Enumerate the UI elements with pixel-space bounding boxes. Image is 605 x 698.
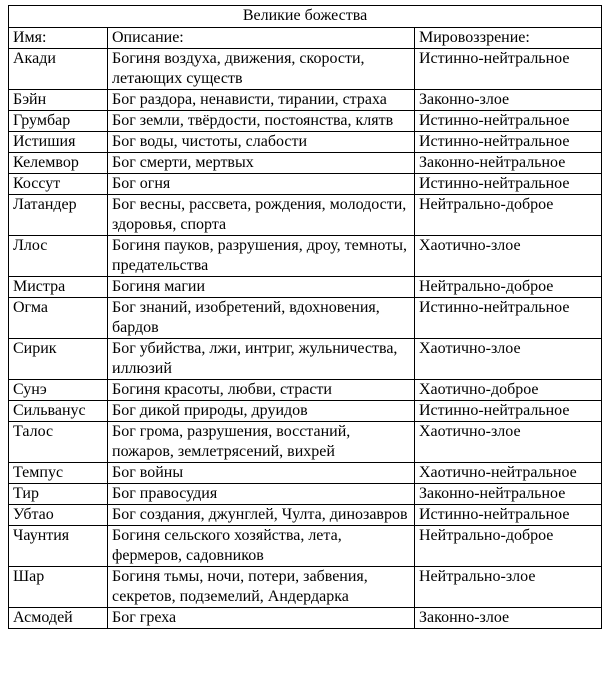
- table-row: [9, 132, 602, 153]
- cell-description: Богиня тьмы, ночи, потери, забвения, секретов, подземелий, Андердарка: [108, 567, 415, 608]
- cell-alignment: Законно-нейтральное: [415, 484, 602, 505]
- cell-description: Бог убийства, лжи, интриг, жульничества, иллюзий: [108, 339, 415, 380]
- table-row: [9, 505, 602, 526]
- cell-alignment: Истинно-нейтральное: [415, 174, 602, 195]
- cell-name: Акади: [9, 49, 108, 90]
- cell-alignment: Хаотично-злое: [415, 236, 602, 277]
- cell-name: Талос: [9, 422, 108, 463]
- table-row: [9, 153, 602, 174]
- cell-alignment: Нейтрально-доброе: [415, 526, 602, 567]
- cell-alignment: Истинно-нейтральное: [415, 111, 602, 132]
- cell-description: Бог правосудия: [108, 484, 415, 505]
- header-description: Описание:: [108, 28, 415, 49]
- cell-description: Бог войны: [108, 463, 415, 484]
- cell-description: Бог греха: [108, 608, 415, 629]
- cell-description: Бог воды, чистоты, слабости: [108, 132, 415, 153]
- cell-description: Богиня красоты, любви, страсти: [108, 380, 415, 401]
- cell-alignment: Истинно-нейтральное: [415, 49, 602, 90]
- cell-name: Ллос: [9, 236, 108, 277]
- cell-name: Сунэ: [9, 380, 108, 401]
- cell-alignment: Хаотично-злое: [415, 339, 602, 380]
- cell-description: Бог создания, джунглей, Чулта, динозавров: [108, 505, 415, 526]
- cell-description: Бог раздора, ненависти, тирании, страха: [108, 90, 415, 111]
- cell-alignment: Хаотично-злое: [415, 422, 602, 463]
- cell-name: Асмодей: [9, 608, 108, 629]
- cell-name: Грумбар: [9, 111, 108, 132]
- cell-description: Богиня воздуха, движения, скорости, летающих существ: [108, 49, 415, 90]
- table-row: [9, 236, 602, 277]
- cell-name: Шар: [9, 567, 108, 608]
- table-row: [9, 90, 602, 111]
- cell-alignment: Истинно-нейтральное: [415, 132, 602, 153]
- cell-description: Бог весны, рассвета, рождения, молодости, здоровья, спорта: [108, 195, 415, 236]
- cell-name: Истишия: [9, 132, 108, 153]
- cell-alignment: Законно-злое: [415, 90, 602, 111]
- table-row: [9, 526, 602, 567]
- table-row: [9, 298, 602, 339]
- cell-description: Бог грома, разрушения, восстаний, пожаров, землетрясений, вихрей: [108, 422, 415, 463]
- cell-name: Коссут: [9, 174, 108, 195]
- cell-alignment: Истинно-нейтральное: [415, 401, 602, 422]
- table-row: [9, 567, 602, 608]
- cell-description: Богиня магии: [108, 277, 415, 298]
- table-header-row: [9, 28, 602, 49]
- cell-name: Бэйн: [9, 90, 108, 111]
- cell-name: Сирик: [9, 339, 108, 380]
- cell-alignment: Нейтрально-доброе: [415, 277, 602, 298]
- cell-description: Богиня пауков, разрушения, дроу, темноты, предательства: [108, 236, 415, 277]
- cell-alignment: Истинно-нейтральное: [415, 298, 602, 339]
- header-alignment: Мировоззрение:: [415, 28, 602, 49]
- cell-description: Богиня сельского хозяйства, лета, фермеров, садовников: [108, 526, 415, 567]
- cell-description: Бог знаний, изобретений, вдохновения, бардов: [108, 298, 415, 339]
- table-row: [9, 422, 602, 463]
- table-row: [9, 608, 602, 629]
- cell-alignment: Нейтрально-доброе: [415, 195, 602, 236]
- table-row: [9, 339, 602, 380]
- cell-description: Бог смерти, мертвых: [108, 153, 415, 174]
- cell-name: Чаунтия: [9, 526, 108, 567]
- table-row: [9, 484, 602, 505]
- cell-name: Тир: [9, 484, 108, 505]
- cell-name: Темпус: [9, 463, 108, 484]
- cell-name: Огма: [9, 298, 108, 339]
- cell-description: Бог дикой природы, друидов: [108, 401, 415, 422]
- header-name: Имя:: [9, 28, 108, 49]
- table-row: [9, 277, 602, 298]
- cell-name: Сильванус: [9, 401, 108, 422]
- table-row: [9, 401, 602, 422]
- table-row: [9, 49, 602, 90]
- cell-name: Келемвор: [9, 153, 108, 174]
- table-row: [9, 195, 602, 236]
- cell-alignment: Хаотично-доброе: [415, 380, 602, 401]
- cell-alignment: Законно-нейтральное: [415, 153, 602, 174]
- cell-alignment: Истинно-нейтральное: [415, 505, 602, 526]
- table-row: [9, 380, 602, 401]
- table-row: [9, 111, 602, 132]
- cell-description: Бог земли, твёрдости, постоянства, клятв: [108, 111, 415, 132]
- table-row: [9, 174, 602, 195]
- cell-name: Мистра: [9, 277, 108, 298]
- table-title: Великие божества: [9, 6, 602, 28]
- table-title-row: [9, 6, 602, 28]
- cell-alignment: Нейтрально-злое: [415, 567, 602, 608]
- cell-name: Убтао: [9, 505, 108, 526]
- cell-alignment: Хаотично-нейтральное: [415, 463, 602, 484]
- cell-name: Латандер: [9, 195, 108, 236]
- table-row: [9, 463, 602, 484]
- cell-description: Бог огня: [108, 174, 415, 195]
- deities-table: [8, 5, 602, 629]
- cell-alignment: Законно-злое: [415, 608, 602, 629]
